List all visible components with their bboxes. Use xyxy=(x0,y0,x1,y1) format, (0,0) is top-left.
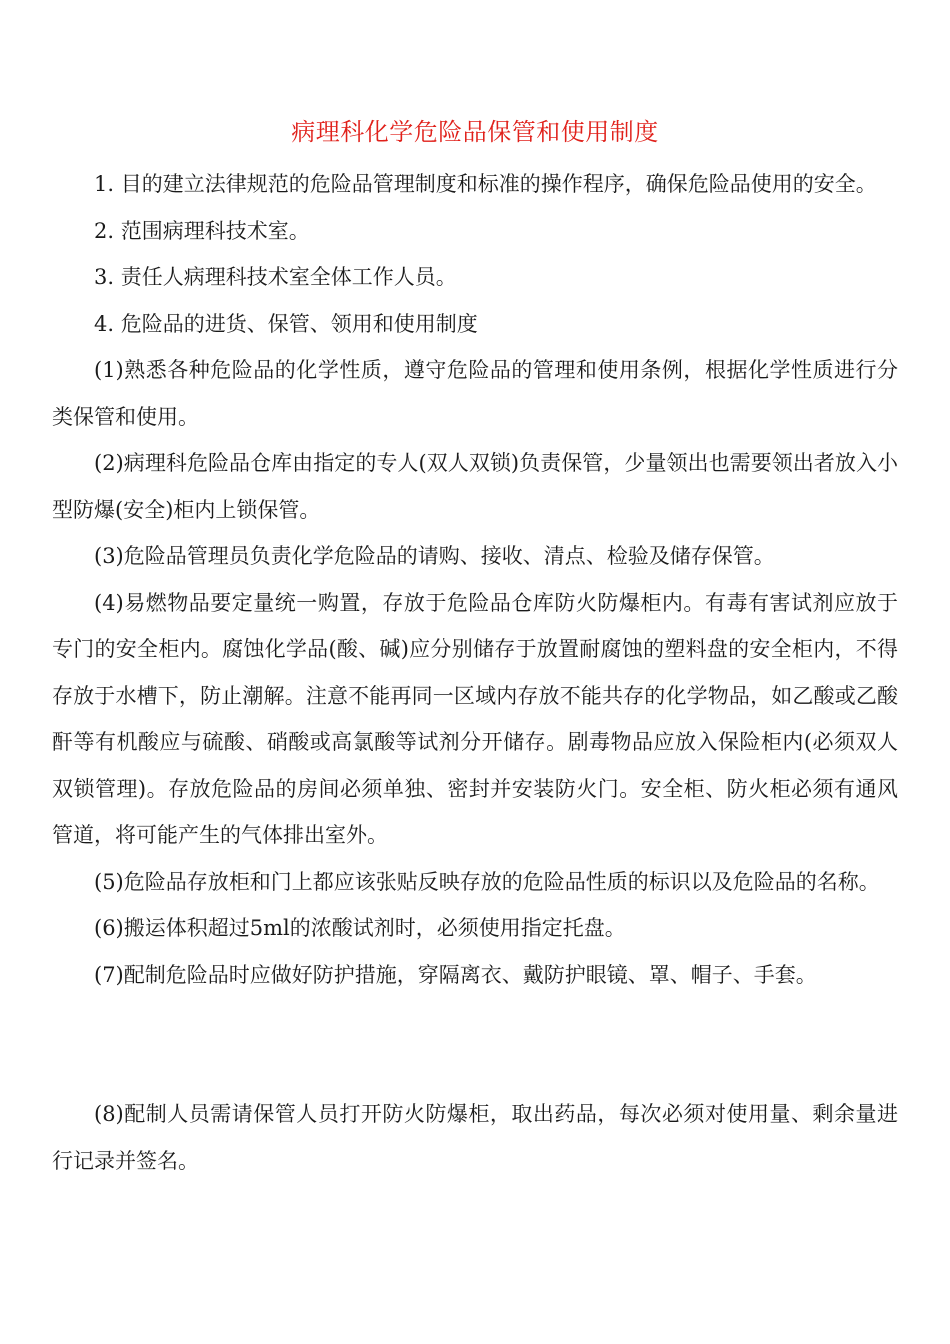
document-body xyxy=(52,161,898,1184)
paragraph-rules-heading: 4. 危险品的进货、保管、领用和使用制度 xyxy=(94,311,478,336)
paragraph-rule-2: (2)病理科危险品仓库由指定的专人(双人双锁)负责保管，少量领出也需要领出者放入小型防爆(安全)柜内上锁保管。 xyxy=(52,451,898,522)
paragraph-rule-4: (4)易燃物品要定量统一购置，存放于危险品仓库防火防爆柜内。有毒有害试剂应放于专门的安全柜内。腐蚀化学品(酸、碱)应分别储存于放置耐腐蚀的塑料盘的安全柜内，不得存放于水槽下，防止潮解。注意不能再同一区域内存放不能共存的化学物品，如乙酸或乙酸酐等有机酸应与硫酸、硝酸或高氯酸等试剂分开储存。剧毒物品应放入保险柜内(必须双人双锁管理)。存放危险品的房间必须单独、密封并安装防火门。安全柜、防火柜必须有通风管道，将可能产生的气体排出室外。 xyxy=(52,590,898,847)
paragraph-rule-5: (5)危险品存放柜和门上都应该张贴反映存放的危险品性质的标识以及危险品的名称。 xyxy=(94,869,880,894)
paragraph-rule-6: (6)搬运体积超过5ml的浓酸试剂时，必须使用指定托盘。 xyxy=(94,916,626,940)
paragraph-rule-1: (1)熟悉各种危险品的化学性质，遵守危险品的管理和使用条例，根据化学性质进行分类保管和使用。 xyxy=(52,358,898,429)
paragraph-rule-7: (7)配制危险品时应做好防护措施，穿隔离衣、戴防护眼镜、罩、帽子、手套。 xyxy=(94,962,817,987)
paragraph-responsible-person: 3. 责任人病理科技术室全体工作人员。 xyxy=(94,265,457,289)
document-title: 病理科化学危险品保管和使用制度 xyxy=(291,118,659,146)
paragraph-purpose: 1. 目的建立法律规范的危险品管理制度和标准的操作程序，确保危险品使用的安全。 xyxy=(94,172,877,196)
paragraph-rule-8: (8)配制人员需请保管人员打开防火防爆柜，取出药品，每次必须对使用量、剩余量进行记录并签名。 xyxy=(52,1102,898,1173)
paragraph-rule-3: (3)危险品管理员负责化学危险品的请购、接收、清点、检验及储存保管。 xyxy=(94,544,775,568)
paragraph-scope: 2. 范围病理科技术室。 xyxy=(94,218,310,243)
